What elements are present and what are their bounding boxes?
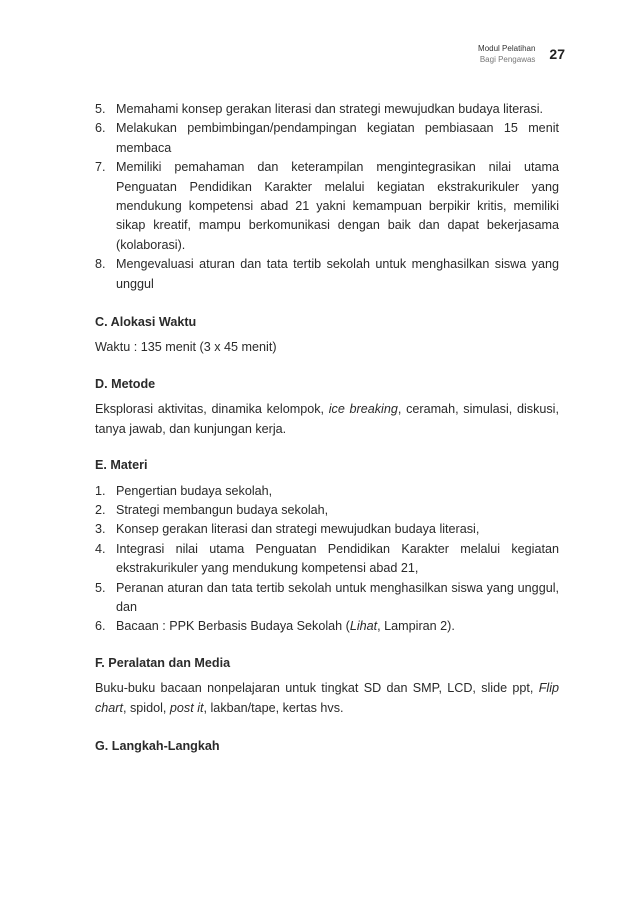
section-f-heading: F. Peralatan dan Media bbox=[95, 655, 231, 670]
page-number: 27 bbox=[549, 46, 565, 62]
list-item: 3. Konsep gerakan literasi dan strategi mewujudkan budaya literasi, bbox=[95, 522, 480, 537]
module-title: Modul Pelatihan bbox=[478, 44, 536, 53]
list-item: 6. Melakukan pembimbingan/pendampingan kegiatan pembiasaan 15 menit membaca bbox=[95, 121, 559, 155]
materi-list bbox=[95, 482, 559, 637]
list-item: 8. Mengevaluasi aturan dan tata tertib sekolah untuk menghasilkan siswa yang unggul bbox=[95, 257, 559, 291]
list-item: 5. Memahami konsep gerakan literasi dan strategi mewujudkan budaya literasi. bbox=[95, 102, 544, 116]
section-c-heading: C. Alokasi Waktu bbox=[95, 315, 197, 330]
list-item: 6. Bacaan : PPK Berbasis Budaya Sekolah (Lihat, Lampiran 2). bbox=[95, 619, 455, 634]
list-item: 4. Integrasi nilai utama Penguatan Pendidikan Karakter melalui kegiatan ekstrakurikuler yang mendukung kompetensi abad 21, bbox=[95, 541, 559, 576]
module-label bbox=[478, 43, 535, 65]
section-f-text: Buku-buku bacaan nonpelajaran untuk tingkat SD dan SMP, LCD, slide ppt, Flip chart, spidol, post it, lakban/tape, kertas hvs. bbox=[95, 681, 559, 715]
list-item: 5. Peranan aturan dan tata tertib sekolah untuk menghasilkan siswa yang unggul, dan bbox=[95, 580, 559, 614]
list-item: 1. Pengertian budaya sekolah, bbox=[95, 483, 273, 498]
section-e-heading: E. Materi bbox=[95, 458, 148, 473]
section-d-heading: D. Metode bbox=[95, 376, 156, 391]
objectives-list bbox=[95, 100, 559, 294]
section-g-heading: G. Langkah-Langkah bbox=[95, 738, 220, 753]
section-d-text: Eksplorasi aktivitas, dinamika kelompok, ice breaking, ceramah, simulasi, diskusi, tanya jawab, dan kunjungan kerja. bbox=[95, 402, 559, 436]
page-header bbox=[478, 43, 565, 65]
section-c-text: Waktu : 135 menit (3 x 45 menit) bbox=[95, 340, 277, 355]
list-item: 7. Memiliki pemahaman dan keterampilan mengintegrasikan nilai utama Penguatan Pendidikan Karakter melalui kegiatan ekstrakurikuler yang mendukung kompetensi abad 21 yakni kemampuan berpikir kritis, memiliki sikap kreatif, mampu berkomunikasi dengan baik dan dapat bekerjasama (kolaborasi). bbox=[95, 160, 559, 252]
list-item: 2. Strategi membangun budaya sekolah, bbox=[95, 502, 329, 517]
module-subtitle: Bagi Pengawas bbox=[479, 55, 536, 64]
page-content bbox=[95, 100, 559, 762]
